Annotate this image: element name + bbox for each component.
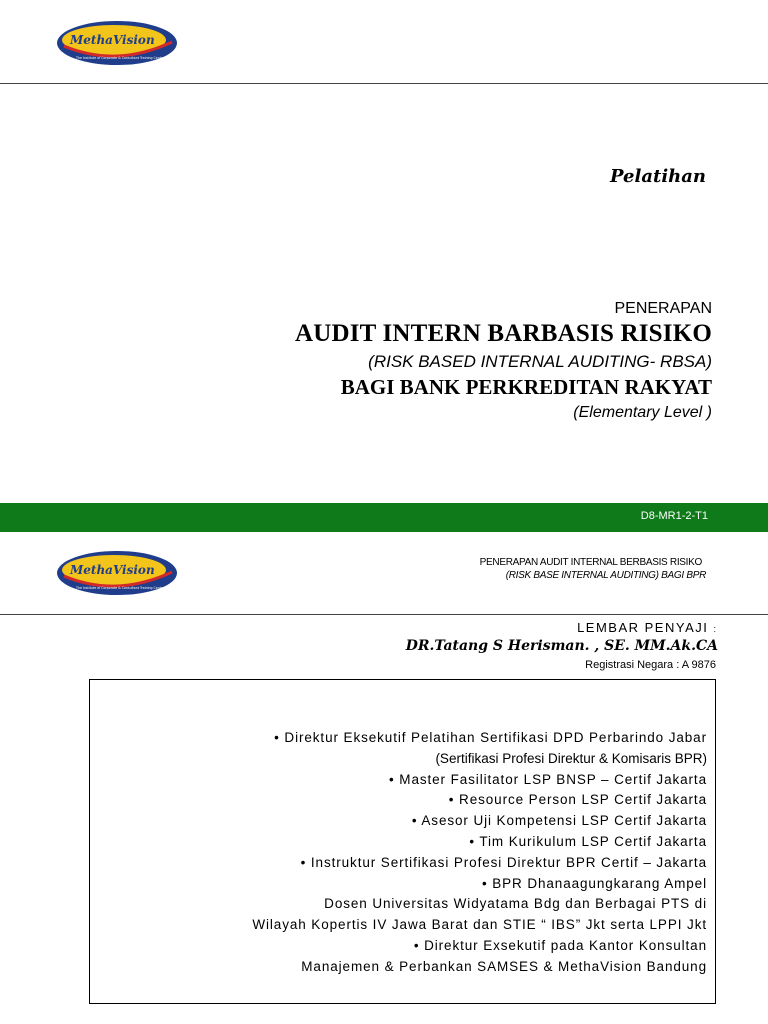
registration-number: Registrasi Negara : A 9876 <box>585 659 716 671</box>
bio-line: • BPR Dhanaagungkarang Ampel <box>481 875 707 891</box>
subtitle-line2: (Elementary Level ) <box>573 404 712 421</box>
bio-line: Dosen Universitas Widyatama Bdg dan Berbagai PTS di <box>324 896 707 912</box>
presenter-label-text: LEMBAR PENYAJI <box>577 620 709 635</box>
logo-brand-text-2: MethaVision <box>70 563 155 577</box>
logo-tagline-text: The Institute of Corporate & Consultant Training Center <box>76 56 165 60</box>
slide2-header-line1: PENERAPAN AUDIT INTERNAL BERBASIS RISIKO <box>479 557 702 568</box>
bio-line: • Tim Kurikulum LSP Certif Jakarta <box>469 833 707 849</box>
methavision-logo-2 <box>56 550 178 596</box>
presenter-name: DR.Tatang S Herisman. , SE. MM.Ak.CA <box>405 638 718 654</box>
bio-line: • Direktur Exsekutif pada Kantor Konsultan <box>413 937 707 953</box>
presenter-label <box>577 620 716 635</box>
bio-line: • Resource Person LSP Certif Jakarta <box>448 792 707 808</box>
bio-line: • Master Fasilitator LSP BNSP – Certif Jakarta <box>389 771 707 787</box>
slide2-header-divider <box>0 614 768 615</box>
bio-line: • Instruktur Sertifikasi Profesi Direktur BPR Certif – Jakarta <box>300 854 707 870</box>
slide2-header-line2: (RISK BASE INTERNAL AUDITING) BAGI BPR <box>505 570 706 581</box>
bio-line: Manajemen & Perbankan SAMSES & MethaVision Bandung <box>301 958 707 974</box>
logo-brand-text: MethaVision <box>70 33 155 47</box>
title-kicker: PENERAPAN <box>614 300 712 317</box>
presenter-bio-box <box>89 679 716 1004</box>
bio-line: (Sertifikasi Profesi Direktur & Komisaris BPR) <box>435 750 707 766</box>
main-title-line1: AUDIT INTERN BARBASIS RISIKO <box>294 320 712 347</box>
bio-line: • Asesor Uji Kompetensi LSP Certif Jakarta <box>411 813 707 829</box>
header-divider <box>0 83 768 84</box>
training-label: Pelatihan <box>610 166 706 187</box>
slide-code: D8-MR1-2-T1 <box>640 510 708 522</box>
presenter-label-colon: : <box>713 624 716 634</box>
bio-line: • Direktur Eksekutif Pelatihan Sertifikasi DPD Perbarindo Jabar <box>274 730 707 745</box>
logo-tagline-text-2: The Institute of Corporate & Consultant Training Center <box>76 586 165 590</box>
methavision-logo <box>56 20 178 66</box>
bio-line: Wilayah Kopertis IV Jawa Barat dan STIE “ IBS” Jkt serta LPPI Jkt <box>252 917 707 933</box>
presenter-bio-list <box>252 728 707 978</box>
main-title-line2: BAGI BANK PERKREDITAN RAKYAT <box>340 375 712 399</box>
subtitle-line1: (RISK BASED INTERNAL AUDITING- RBSA) <box>368 352 712 371</box>
